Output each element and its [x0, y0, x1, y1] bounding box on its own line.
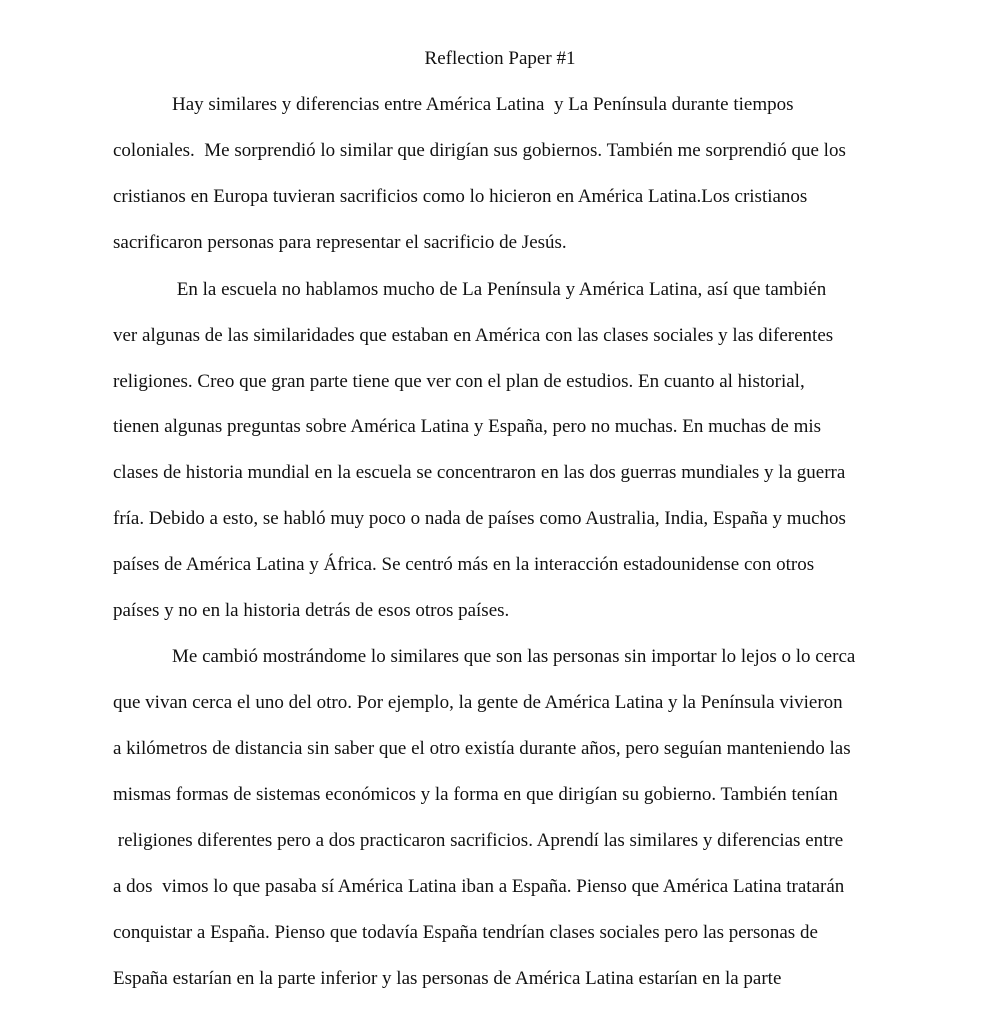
text-line: religiones diferentes pero a dos practicaron sacrificios. Aprendí las similares y diferencias entre: [113, 830, 844, 851]
text-line: a dos vimos lo que pasaba sí América Latina iban a España. Pienso que América Latina tratarán: [113, 876, 845, 897]
text-line: fría. Debido a esto, se habló muy poco o nada de países como Australia, India, España y muchos: [113, 508, 846, 529]
document-title: Reflection Paper #1: [424, 48, 576, 69]
text-line: religiones. Creo que gran parte tiene que ver con el plan de estudios. En cuanto al historial,: [113, 371, 805, 392]
text-line: Hay similares y diferencias entre América Latina y La Península durante tiempos: [172, 94, 794, 115]
text-line: En la escuela no hablamos mucho de La Península y América Latina, así que también: [172, 279, 827, 300]
text-line: España estarían en la parte inferior y las personas de América Latina estarían en la parte: [113, 968, 782, 989]
text-line: a kilómetros de distancia sin saber que el otro existía durante años, pero seguían manteniendo las: [113, 738, 851, 759]
text-line: conquistar a España. Pienso que todavía España tendrían clases sociales pero las personas de: [113, 922, 818, 943]
text-line: Me cambió mostrándome lo similares que son las personas sin importar lo lejos o lo cerca: [172, 646, 856, 667]
text-line: mismas formas de sistemas económicos y la forma en que dirigían su gobierno. También tenían: [113, 784, 838, 805]
text-line: coloniales. Me sorprendió lo similar que dirigían sus gobiernos. También me sorprendió que los: [113, 140, 846, 161]
text-line: países de América Latina y África. Se centró más en la interacción estadounidense con otros: [113, 554, 815, 575]
text-line: tienen algunas preguntas sobre América Latina y España, pero no muchas. En muchas de mis: [113, 416, 822, 437]
text-line: ver algunas de las similaridades que estaban en América con las clases sociales y las diferentes: [113, 325, 834, 346]
text-line: sacrificaron personas para representar el sacrificio de Jesús.: [113, 232, 567, 253]
text-line: países y no en la historia detrás de esos otros países.: [113, 600, 510, 621]
text-line: clases de historia mundial en la escuela se concentraron en las dos guerras mundiales y la guerra: [113, 462, 846, 483]
text-line: cristianos en Europa tuvieran sacrificios como lo hicieron en América Latina.Los cristianos: [113, 186, 808, 207]
text-line: que vivan cerca el uno del otro. Por ejemplo, la gente de América Latina y la Península vivieron: [113, 692, 843, 713]
